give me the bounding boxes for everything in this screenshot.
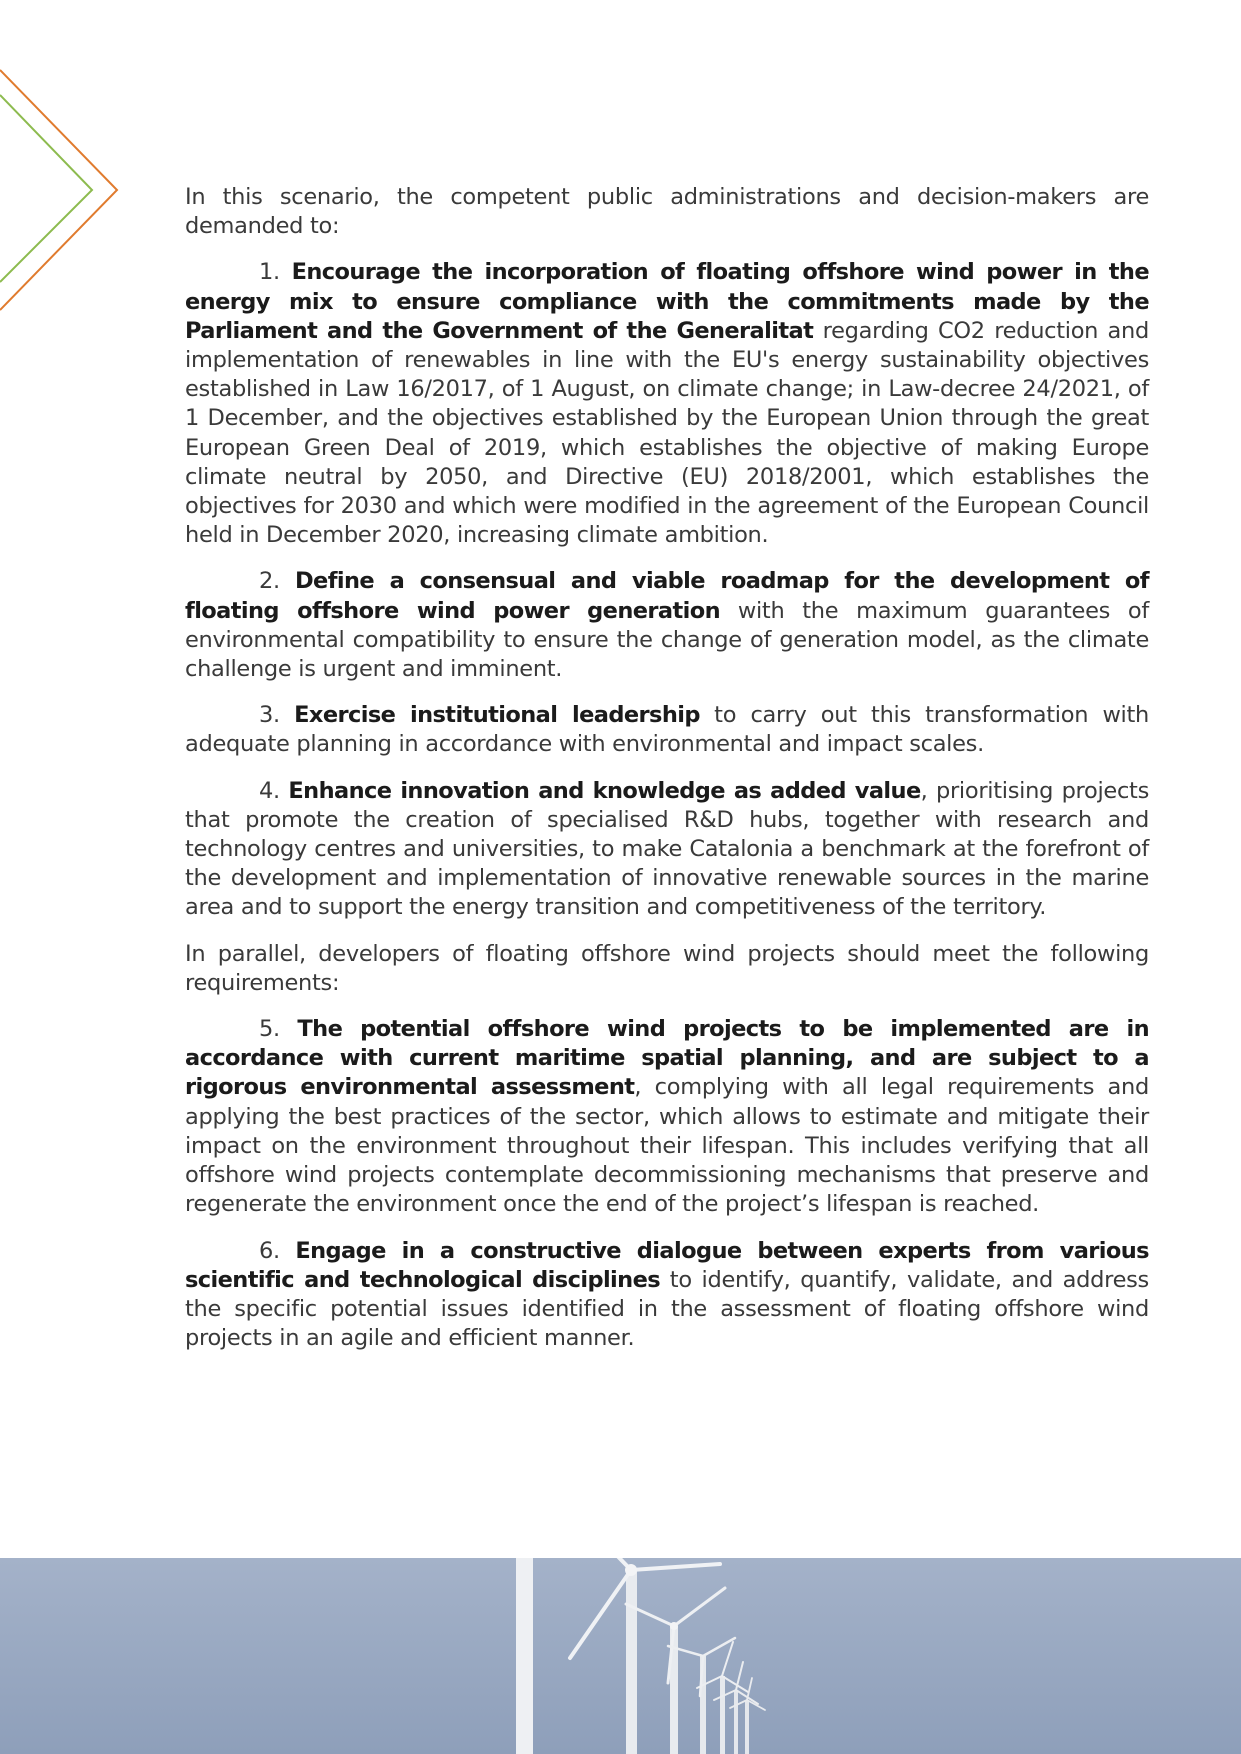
- turbine-tower: [745, 1700, 749, 1754]
- turbine-tower: [734, 1690, 738, 1754]
- turbine-hub: [625, 1564, 637, 1576]
- list-item-2: [185, 567, 1149, 684]
- wind-turbines-illustration: [0, 1558, 1241, 1754]
- list-item-6: [185, 1237, 1149, 1354]
- item-heading: Encourage the incorporation of floating offshore wind power in the energy mix to ensure compliance with the commitments made by the Parliament and the Government of the Generalitat: [185, 259, 1149, 344]
- turbine-hub: [670, 1622, 678, 1630]
- item-text: , prioritising projects that promote the creation of specialised R&D hubs, together with research and technology centres and universities, to make Catalonia a benchmark at the forefront of the development and implementation of innovative renewable sources in the marine area and to support the energy transition and competitiveness of the territory.: [185, 777, 1149, 921]
- intro-paragraph: In this scenario, the competent public administrations and decision-makers are demanded to:: [185, 184, 1149, 240]
- item-text: , complying with all legal requirements and applying the best practices of the sector, which allows to estimate and mitigate their impact on the environment throughout their lifespan. This includes verifying that all offshore wind projects contemplate decommissioning mechanisms that preserve and regenerate the environment once the end of the project’s lifespan is reached.: [185, 1074, 1149, 1218]
- item-text: regarding CO2 reduction and implementation of renewables in line with the EU's energy sustainability objectives established in Law 16/2017, of 1 August, on climate change; in Law-decree 24/2021, of 1 December, and the objectives established by the European Union through the great European Green Deal of 2019, which establishes the objective of making Europe climate neutral by 2050, and Directive (EU) 2018/2001, which establishes the objectives for 2030 and which were modified in the agreement of the European Council held in December 2020, increasing climate ambition.: [185, 317, 1149, 549]
- list-item-1: [185, 258, 1149, 550]
- decorative-chevrons: [0, 0, 130, 320]
- item-heading: The potential offshore wind projects to be implemented are in accordance with current maritime spatial planning, and are subject to a rigorous environmental assessment: [185, 1016, 1149, 1101]
- item-text: to carry out this transformation with adequate planning in accordance with environmental and impact scales.: [185, 702, 1149, 758]
- turbine-tower: [720, 1676, 725, 1754]
- body-text: [185, 183, 1149, 1370]
- green-chevron: [0, 95, 92, 282]
- item-number: 5.: [259, 1016, 298, 1043]
- turbine-tower: [626, 1570, 637, 1754]
- item-number: 6.: [259, 1237, 296, 1264]
- turbine-tower: [516, 1558, 533, 1754]
- item-number: 3.: [259, 702, 295, 729]
- parallel-paragraph: In parallel, developers of floating offshore wind projects should meet the following requirements:: [185, 940, 1149, 996]
- list-item-5: [185, 1015, 1149, 1219]
- item-number: 1.: [259, 259, 292, 286]
- item-heading: Exercise institutional leadership: [294, 702, 700, 729]
- item-heading: Define a consensual and viable roadmap for the development of floating offshore wind power generation: [185, 568, 1149, 624]
- item-text: with the maximum guarantees of environmental compatibility to ensure the change of generation model, as the climate challenge is urgent and imminent.: [185, 597, 1149, 683]
- list-item-4: [185, 777, 1149, 923]
- item-number: 2.: [259, 568, 295, 595]
- item-heading: Enhance innovation and knowledge as added value: [288, 777, 921, 804]
- orange-chevron: [0, 70, 117, 310]
- item-text: to identify, quantify, validate, and address the specific potential issues identified in the assessment of floating offshore wind projects in an agile and efficient manner.: [185, 1266, 1149, 1352]
- item-number: 4.: [259, 777, 289, 804]
- item-heading: Engage in a constructive dialogue between experts from various scientific and technological disciplines: [185, 1237, 1149, 1293]
- wind-turbines-photo: [0, 1558, 1241, 1754]
- list-item-3: [185, 701, 1149, 759]
